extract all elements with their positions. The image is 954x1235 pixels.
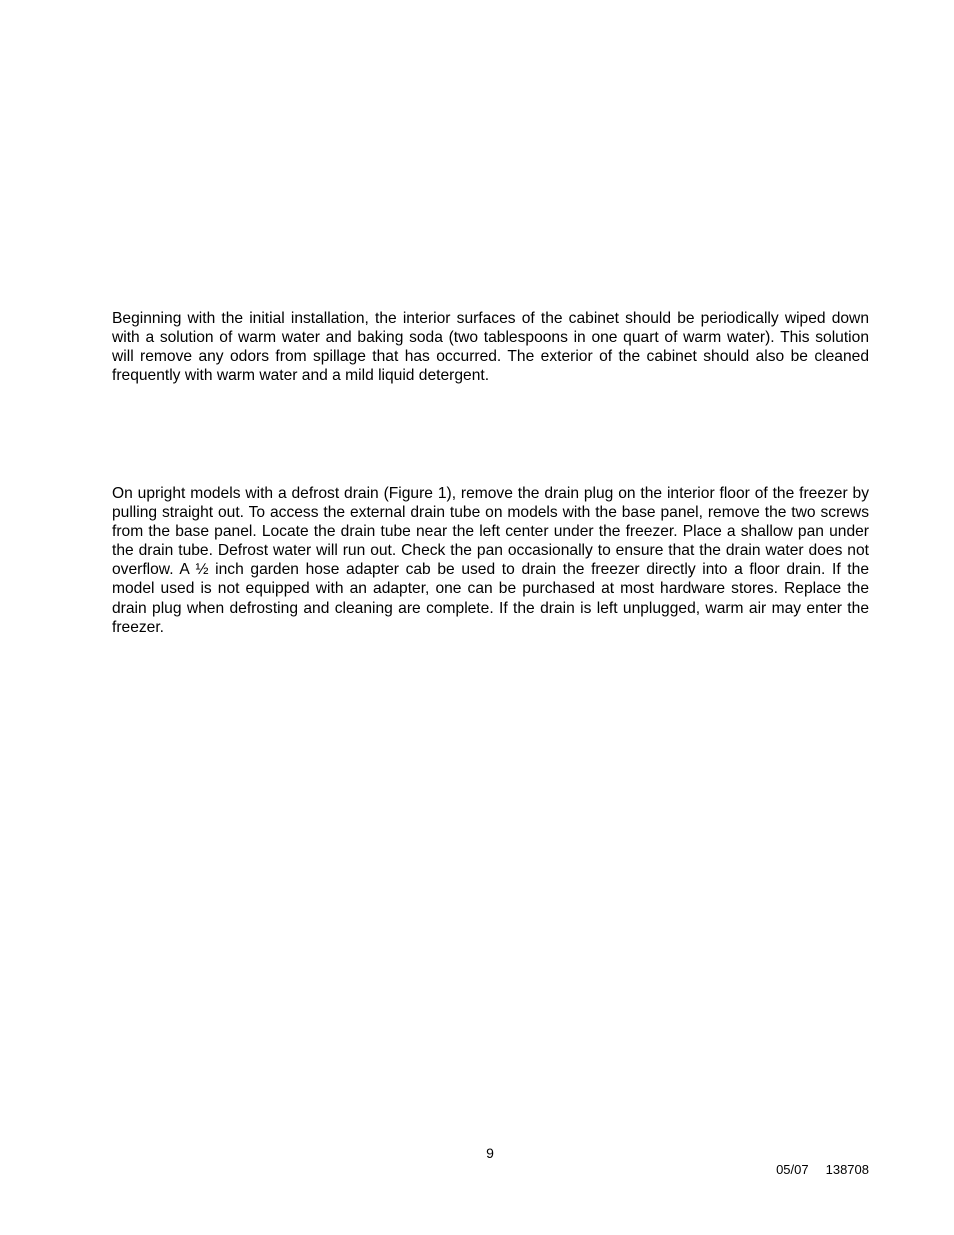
document-code xyxy=(776,1162,869,1178)
cleaning-paragraph: Beginning with the initial installation, the interior surfaces of the cabinet should be periodically wiped down with a solution of warm water and baking soda (two tablespoons in one quart of warm water). This solution will remove any odors from spillage that has occurred. The exterior of the cabinet should also be cleaned frequently with warm water and a mild liquid detergent. xyxy=(112,310,869,385)
page-number: 9 xyxy=(486,1145,494,1161)
defrost-drain-paragraph: On upright models with a defrost drain (Figure 1), remove the drain plug on the interior floor of the freezer by pulling straight out. To access the external drain tube on models with the base panel, remove the two screws from the base panel. Locate the drain tube near the left center under the freezer. Place a shallow pan under the drain tube. Defrost water will run out. Check the pan occasionally to ensure that the drain water does not overflow. A ½ inch garden hose adapter cab be used to drain the freezer directly into a floor drain. If the model used is not equipped with an adapter, one can be purchased at most hardware stores. Replace the drain plug when defrosting and cleaning are complete. If the drain is left unplugged, warm air may enter the freezer. xyxy=(112,485,869,636)
date-code: 05/07 xyxy=(776,1162,809,1177)
part-number: 138708 xyxy=(825,1162,869,1177)
